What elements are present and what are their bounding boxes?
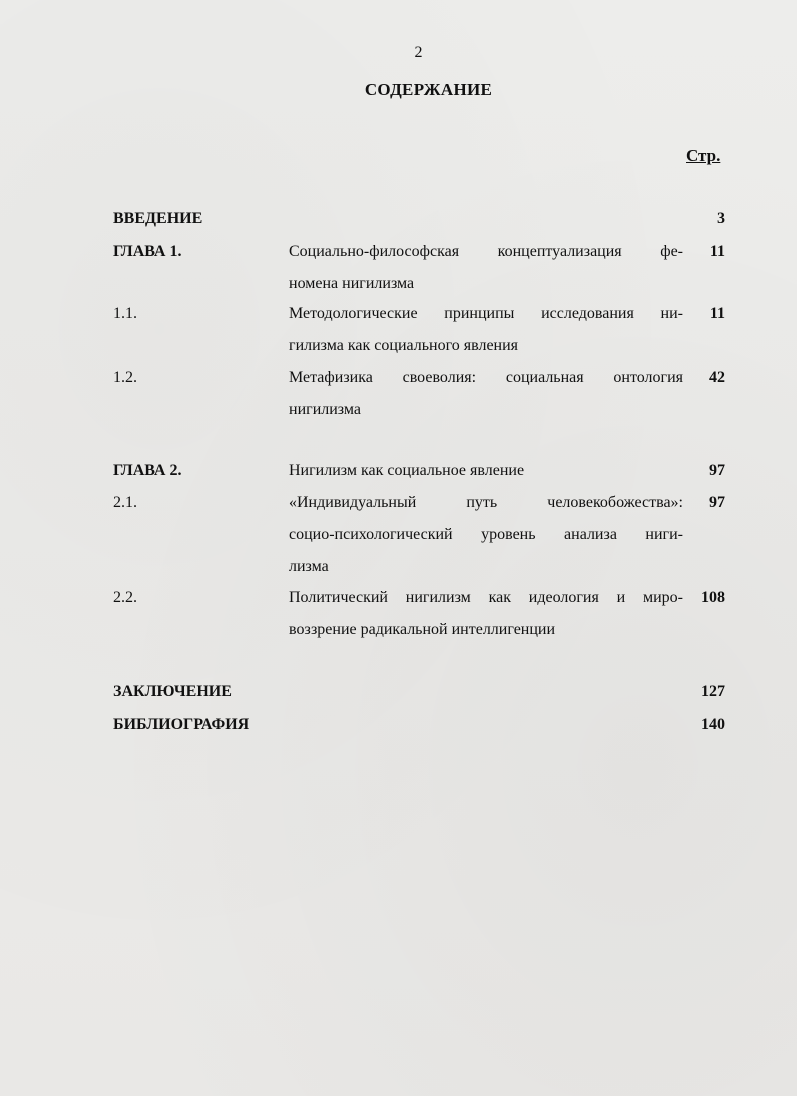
toc-entry-page: 3 (717, 210, 725, 227)
toc-entry-label: ГЛАВА 1. (113, 243, 182, 260)
toc-entry-label: ЗАКЛЮЧЕНИЕ (113, 683, 232, 700)
toc-entry-label: 1.2. (113, 369, 137, 386)
toc-entry-title-line: социо-психологический уровень анализа ниги- (289, 526, 683, 543)
toc-entry-page: 11 (709, 243, 725, 260)
toc-entry-label: ВВЕДЕНИЕ (113, 210, 203, 227)
toc-entry-title-line: воззрение радикальной интеллигенции (289, 621, 556, 638)
toc-entry-page: 140 (701, 716, 725, 733)
toc-entry-label: БИБЛИОГРАФИЯ (113, 716, 250, 733)
toc-entry-page: 127 (701, 683, 725, 700)
toc-entry-page: 42 (709, 369, 725, 386)
toc-entry-label: 2.1. (113, 494, 137, 511)
toc-entry-page: 97 (709, 462, 725, 479)
toc-entry-title-line: гилизма как социального явления (289, 337, 519, 354)
page-number: 2 (414, 44, 423, 61)
toc-entry-title-line: нигилизма (289, 401, 362, 418)
toc-entry-page: 108 (701, 589, 725, 606)
toc-entry-title-line: Социально-философская концептуализация фе- (289, 243, 683, 260)
toc-entry-title-line: Методологические принципы исследования ни- (289, 305, 683, 322)
toc-entry-title-line: Политический нигилизм как идеология и миро- (289, 589, 683, 606)
toc-entry-page: 97 (709, 494, 725, 511)
toc-entry-title (289, 298, 683, 362)
toc-entry-title (289, 487, 683, 583)
toc-entry-title (289, 362, 683, 426)
toc-entry-title (289, 236, 683, 300)
toc-entry-title-line: номена нигилизма (289, 275, 415, 292)
pages-column-label: Стр. (686, 146, 721, 165)
toc-entry-title (289, 582, 683, 646)
toc-entry-page: 11 (709, 305, 725, 322)
page-title: СОДЕРЖАНИЕ (364, 80, 493, 99)
toc-entry-title-line: лизма (289, 558, 329, 575)
toc-entry-label: ГЛАВА 2. (113, 462, 182, 479)
toc-entry-title-line: «Индивидуальный путь человекобожества»: (289, 494, 683, 511)
toc-entry-label: 1.1. (113, 305, 137, 322)
toc-entry-title-line: Метафизика своеволия: социальная онтология (289, 369, 683, 386)
toc-entry-label: 2.2. (113, 589, 137, 606)
toc-entry-title (289, 455, 683, 487)
toc-entry-title-line: Нигилизм как социальное явление (289, 462, 525, 479)
